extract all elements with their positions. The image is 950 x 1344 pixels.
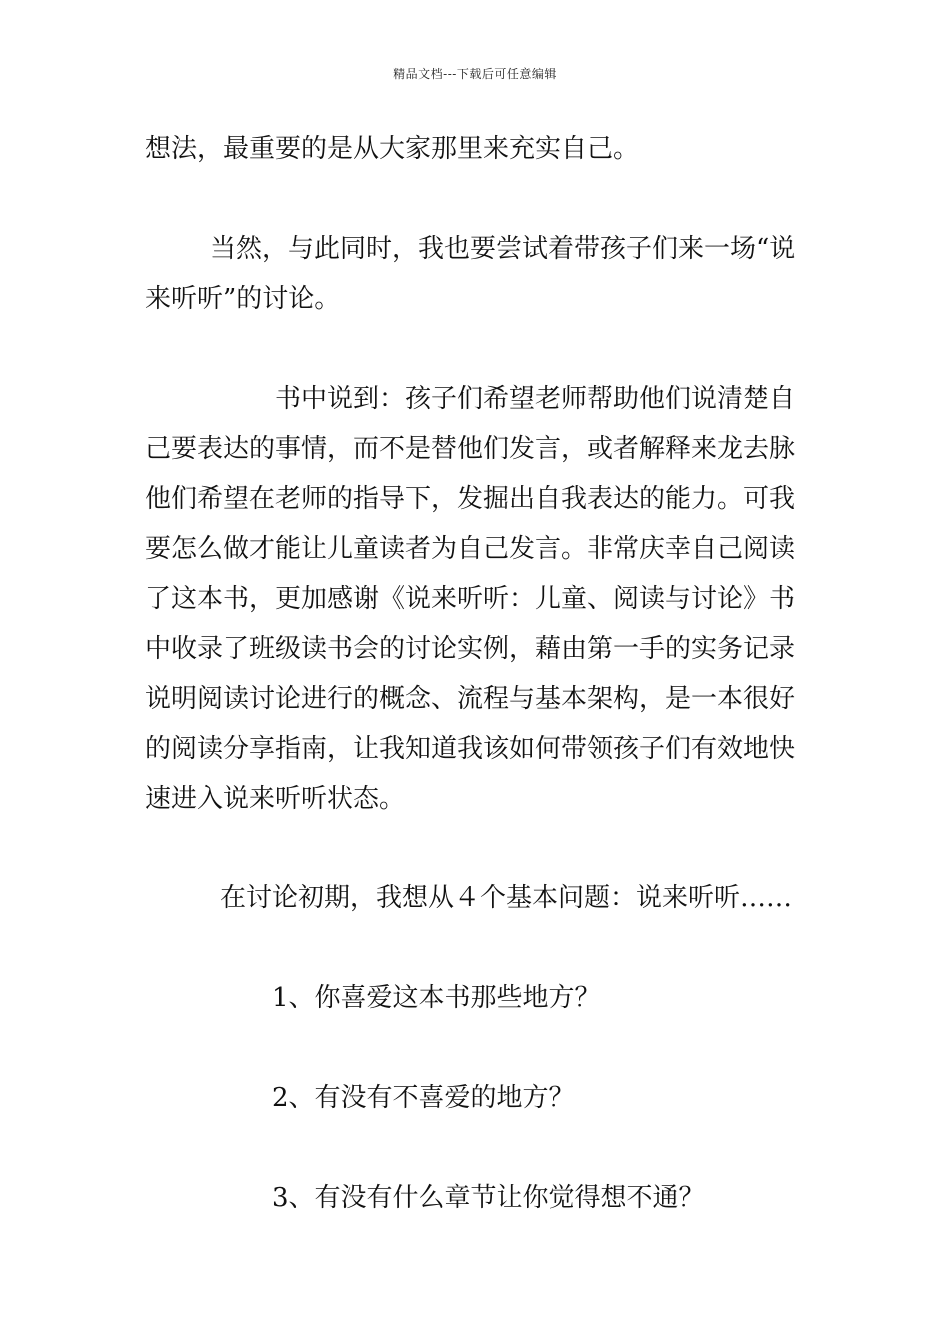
paragraph-3-line: 要怎么做才能让儿童读者为自己发言。非常庆幸自己阅读 [145, 534, 796, 564]
paragraph-1-line: 想法，最重要的是从大家那里来充实自己。 [145, 134, 640, 164]
paragraph-4-line: 在讨论初期，我想从４个基本问题：说来听听…… [220, 883, 793, 913]
question-item: 1、你喜爱这本书那些地方？ [272, 983, 601, 1013]
paragraph-3-line: 速进入说来听听状态。 [145, 784, 406, 814]
question-item: 3、有没有什么章节让你觉得想不通？ [272, 1183, 705, 1213]
paragraph-3-line: 的阅读分享指南，让我知道我该如何带领孩子们有效地快 [145, 734, 796, 764]
paragraph-2-line: 来听听”的讨论。 [145, 284, 341, 314]
paragraph-3-line: 中收录了班级读书会的讨论实例，藉由第一手的实务记录 [145, 634, 796, 664]
paragraph-2-line: 当然，与此同时，我也要尝试着带孩子们来一场“说 [210, 234, 796, 264]
paragraph-3-line: 他们希望在老师的指导下，发掘出自我表达的能力。可我 [145, 484, 796, 514]
question-item: 2、有没有不喜爱的地方？ [272, 1083, 575, 1113]
paragraph-3-line: 书中说到：孩子们希望老师帮助他们说清楚自 [275, 384, 796, 414]
paragraph-3-line: 了这本书，更加感谢《说来听听：儿童、阅读与讨论》书 [145, 584, 796, 614]
paragraph-3-line: 己要表达的事情，而不是替他们发言，或者解释来龙去脉 [145, 434, 796, 464]
page-header: 精品文档---下载后可任意编辑 [393, 67, 557, 81]
paragraph-3-line: 说明阅读讨论进行的概念、流程与基本架构，是一本很好 [145, 684, 796, 714]
